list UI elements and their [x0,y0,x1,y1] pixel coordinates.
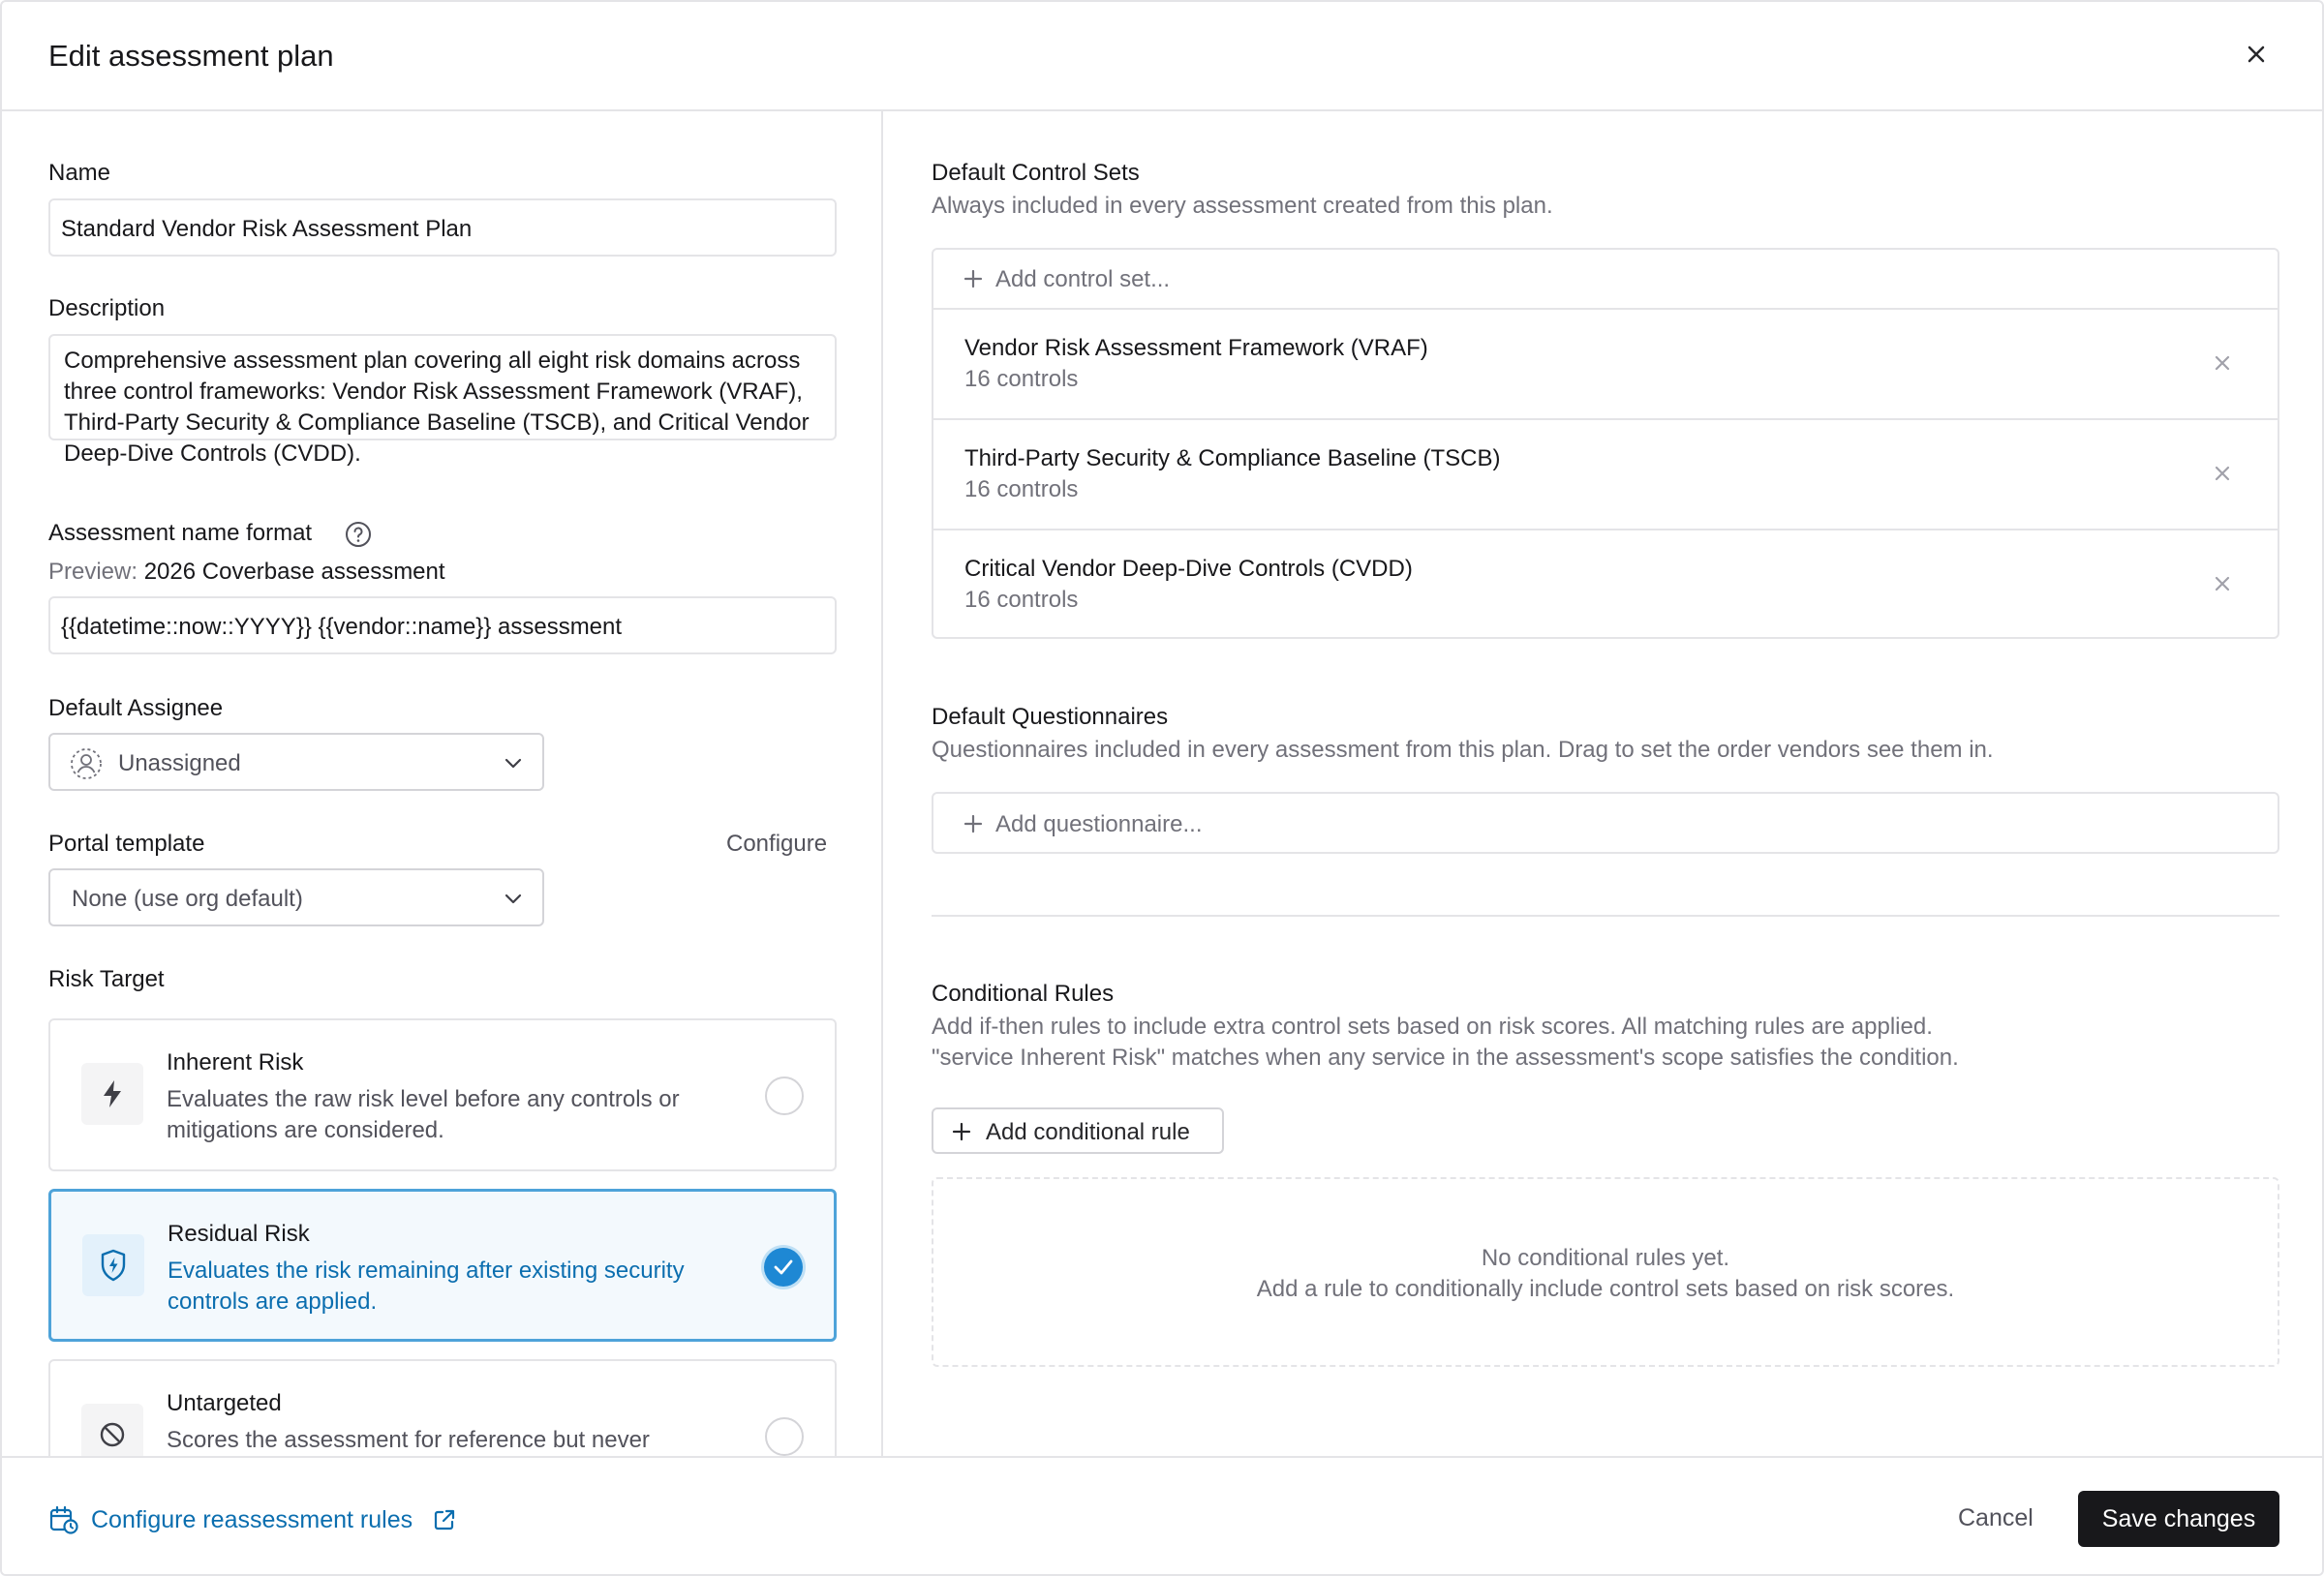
risk-icon-box [82,1234,144,1296]
right-panel [885,111,2324,1456]
dialog-title: Edit assessment plan [48,39,334,73]
conditional-rules-subtitle-2: "service Inherent Risk" matches when any service in the assessment's scope satisfies the condition. [932,1045,1959,1071]
risk-option-desc: Evaluates the risk remaining after existing security controls are applied. [168,1258,685,1315]
risk-option-title: Residual Risk [168,1221,310,1247]
control-set-name: Critical Vendor Deep-Dive Controls (CVDD) [964,556,1413,582]
preview-value: 2026 Coverbase assessment [143,559,445,585]
external-link-icon [432,1507,457,1532]
name-format-value: {{datetime::now::YYYY}} {{vendor::name}} assessment [61,614,623,640]
shield-bolt-icon [98,1248,129,1283]
description-field[interactable] [48,334,837,467]
assignee-select[interactable] [48,733,544,791]
control-set-count: 16 controls [964,476,1079,502]
name-format-label: Assessment name format [48,520,313,546]
calendar-clock-icon [48,1504,79,1535]
question-circle-icon [344,520,373,549]
risk-icon-box [81,1404,143,1456]
check-icon [773,1258,794,1277]
user-circle-icon [70,747,103,780]
description-field-value: Comprehensive assessment plan covering all eight risk domains across three control frameworks: Vendor Risk Assessment Framework (VRAF), Third-Party Security & Compliance Baseline (TSCB), and Critical Vendor Deep-Dive Controls (CVDD). [64,348,810,467]
name-format-field[interactable] [48,596,837,654]
questionnaires-title: Default Questionnaires [932,704,1169,730]
risk-option-desc: Evaluates the raw risk level before any controls or mitigations are considered. [167,1086,680,1143]
save-button[interactable]: Save changes [2078,1491,2279,1547]
conditional-rules-title: Conditional Rules [932,981,1115,1007]
control-set-count: 16 controls [964,587,1079,613]
remove-control-set-icon[interactable] [2212,573,2233,594]
dialog-footer [2,1456,2322,1576]
control-sets-list [932,248,2279,639]
control-set-row [933,420,2278,530]
section-divider [932,915,2279,917]
lightning-icon [99,1078,126,1109]
control-sets-subtitle: Always included in every assessment created from this plan. [932,193,1553,219]
empty-state-hint: Add a rule to conditionally include control sets based on risk scores. [1256,1276,1955,1302]
cancel-button[interactable]: Cancel [1958,1504,2034,1531]
add-control-set-label: Add control set... [995,266,1171,292]
chevron-down-icon [504,892,523,905]
add-conditional-rule-button[interactable] [932,1107,1224,1154]
portal-configure-link[interactable]: Configure [726,831,828,857]
conditional-rules-empty-state [932,1177,2279,1367]
risk-radio-residual[interactable] [764,1248,803,1287]
control-set-row [933,530,2278,641]
control-set-name: Third-Party Security & Compliance Baseline (TSCB) [964,445,1501,471]
name-label: Name [48,160,111,186]
risk-option-title: Inherent Risk [167,1049,304,1076]
risk-target-label: Risk Target [48,966,165,992]
conditional-rules-subtitle-1: Add if-then rules to include extra control sets based on risk scores. All matching rules are applied. [932,1014,1933,1040]
plus-icon [963,813,984,834]
ban-icon [98,1420,127,1449]
questionnaires-subtitle: Questionnaires included in every assessment from this plan. Drag to set the order vendors see them in. [932,737,1994,763]
control-sets-title: Default Control Sets [932,160,1140,186]
help-icon[interactable] [344,520,373,549]
add-conditional-rule-label: Add conditional rule [986,1119,1190,1145]
remove-control-set-icon[interactable] [2212,352,2233,374]
empty-state-title: No conditional rules yet. [1481,1245,1730,1271]
portal-value: None (use org default) [72,886,303,912]
add-control-set-button[interactable] [933,250,2278,310]
control-set-name: Vendor Risk Assessment Framework (VRAF) [964,335,1428,361]
configure-reassessment-label: Configure reassessment rules [91,1506,413,1533]
add-questionnaire-button[interactable] [932,792,2279,854]
plus-icon [963,268,984,289]
close-icon [2243,41,2270,68]
chevron-down-icon [504,756,523,770]
risk-option-untargeted[interactable] [48,1359,837,1456]
add-questionnaire-label: Add questionnaire... [995,811,1203,837]
remove-control-set-icon[interactable] [2212,463,2233,484]
dialog-header [2,2,2322,111]
portal-label: Portal template [48,831,205,857]
risk-radio-untargeted[interactable] [765,1417,804,1456]
close-button[interactable] [2243,41,2270,68]
description-label: Description [48,295,166,321]
risk-option-desc: Scores the assessment for reference but never [167,1427,650,1453]
risk-option-inherent[interactable] [48,1018,837,1171]
left-panel [2,111,883,1456]
plus-icon [951,1121,972,1142]
risk-icon-box [81,1063,143,1125]
risk-option-residual[interactable] [48,1189,837,1342]
name-field-value: Standard Vendor Risk Assessment Plan [61,216,473,242]
control-set-count: 16 controls [964,366,1079,392]
name-format-preview [48,559,445,586]
assignee-label: Default Assignee [48,695,224,721]
portal-select[interactable] [48,868,544,926]
preview-label: Preview: [48,559,138,585]
assignee-value: Unassigned [118,750,241,776]
control-set-row [933,310,2278,420]
name-field[interactable] [48,198,837,257]
risk-option-title: Untargeted [167,1390,282,1416]
risk-radio-inherent[interactable] [765,1076,804,1115]
